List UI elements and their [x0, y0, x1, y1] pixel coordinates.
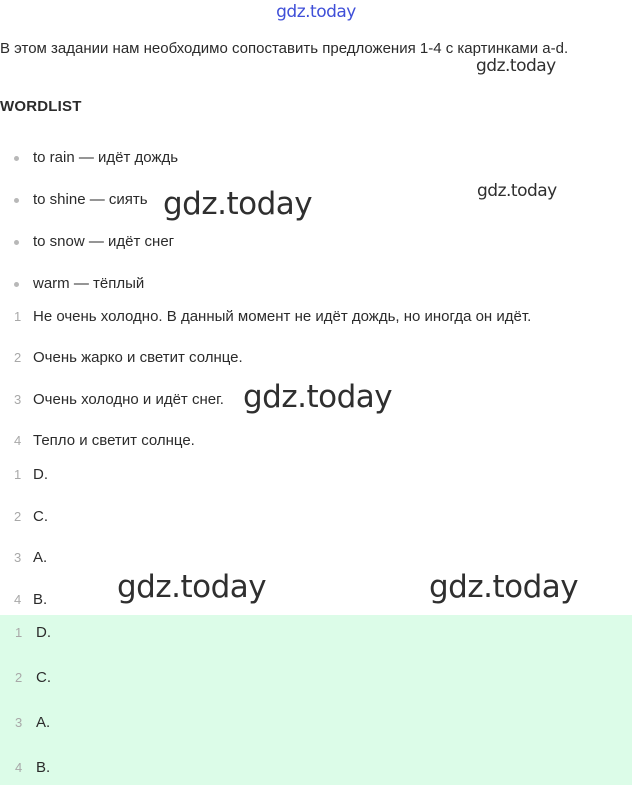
- answer-text: C.: [33, 508, 48, 525]
- sentence-text: Очень жарко и светит солнце.: [33, 349, 243, 366]
- item-number: 3: [14, 550, 22, 565]
- item-number: 4: [15, 760, 23, 775]
- item-number: 4: [14, 433, 22, 448]
- sentence-text: Не очень холодно. В данный момент не идёт дождь, но иногда он идёт.: [33, 308, 532, 325]
- wordlist-item-text: to rain — идёт дождь: [33, 149, 179, 166]
- item-number: 2: [14, 350, 22, 365]
- watermark: gdz.today: [163, 186, 313, 222]
- answer-text: B.: [33, 591, 48, 608]
- answer-text: D.: [36, 624, 51, 641]
- watermark: gdz.today: [476, 56, 556, 76]
- answer-text: C.: [36, 669, 51, 686]
- item-number: 3: [14, 392, 22, 407]
- sentence-text: Тепло и светит солнце.: [33, 432, 195, 449]
- wordlist-item-text: warm — тёплый: [33, 275, 145, 292]
- site-logo: gdz.today: [276, 2, 356, 22]
- item-number: 1: [14, 467, 22, 482]
- wordlist-item-text: to snow — идёт снег: [33, 233, 175, 250]
- watermark: gdz.today: [429, 569, 579, 605]
- bullet-icon: [14, 282, 19, 287]
- bullet-icon: [14, 156, 19, 161]
- item-number: 2: [15, 670, 23, 685]
- watermark: gdz.today: [243, 379, 393, 415]
- item-number: 3: [15, 715, 23, 730]
- item-number: 2: [14, 509, 22, 524]
- answer-text: D.: [33, 466, 48, 483]
- bullet-icon: [14, 240, 19, 245]
- watermark: gdz.today: [477, 181, 557, 201]
- watermark: gdz.today: [117, 569, 267, 605]
- answer-text: B.: [36, 759, 51, 776]
- wordlist-item-text: to shine — сиять: [33, 191, 148, 208]
- item-number: 1: [15, 625, 23, 640]
- answer-text: A.: [33, 549, 48, 566]
- sentence-text: Очень холодно и идёт снег.: [33, 391, 224, 408]
- item-number: 1: [14, 309, 22, 324]
- intro-text: В этом задании нам необходимо сопоставить предложения 1-4 с картинками a-d.: [0, 40, 569, 57]
- wordlist-title: WORDLIST: [0, 98, 82, 115]
- bullet-icon: [14, 198, 19, 203]
- item-number: 4: [14, 592, 22, 607]
- answer-highlight-box: [0, 615, 632, 785]
- answer-text: A.: [36, 714, 51, 731]
